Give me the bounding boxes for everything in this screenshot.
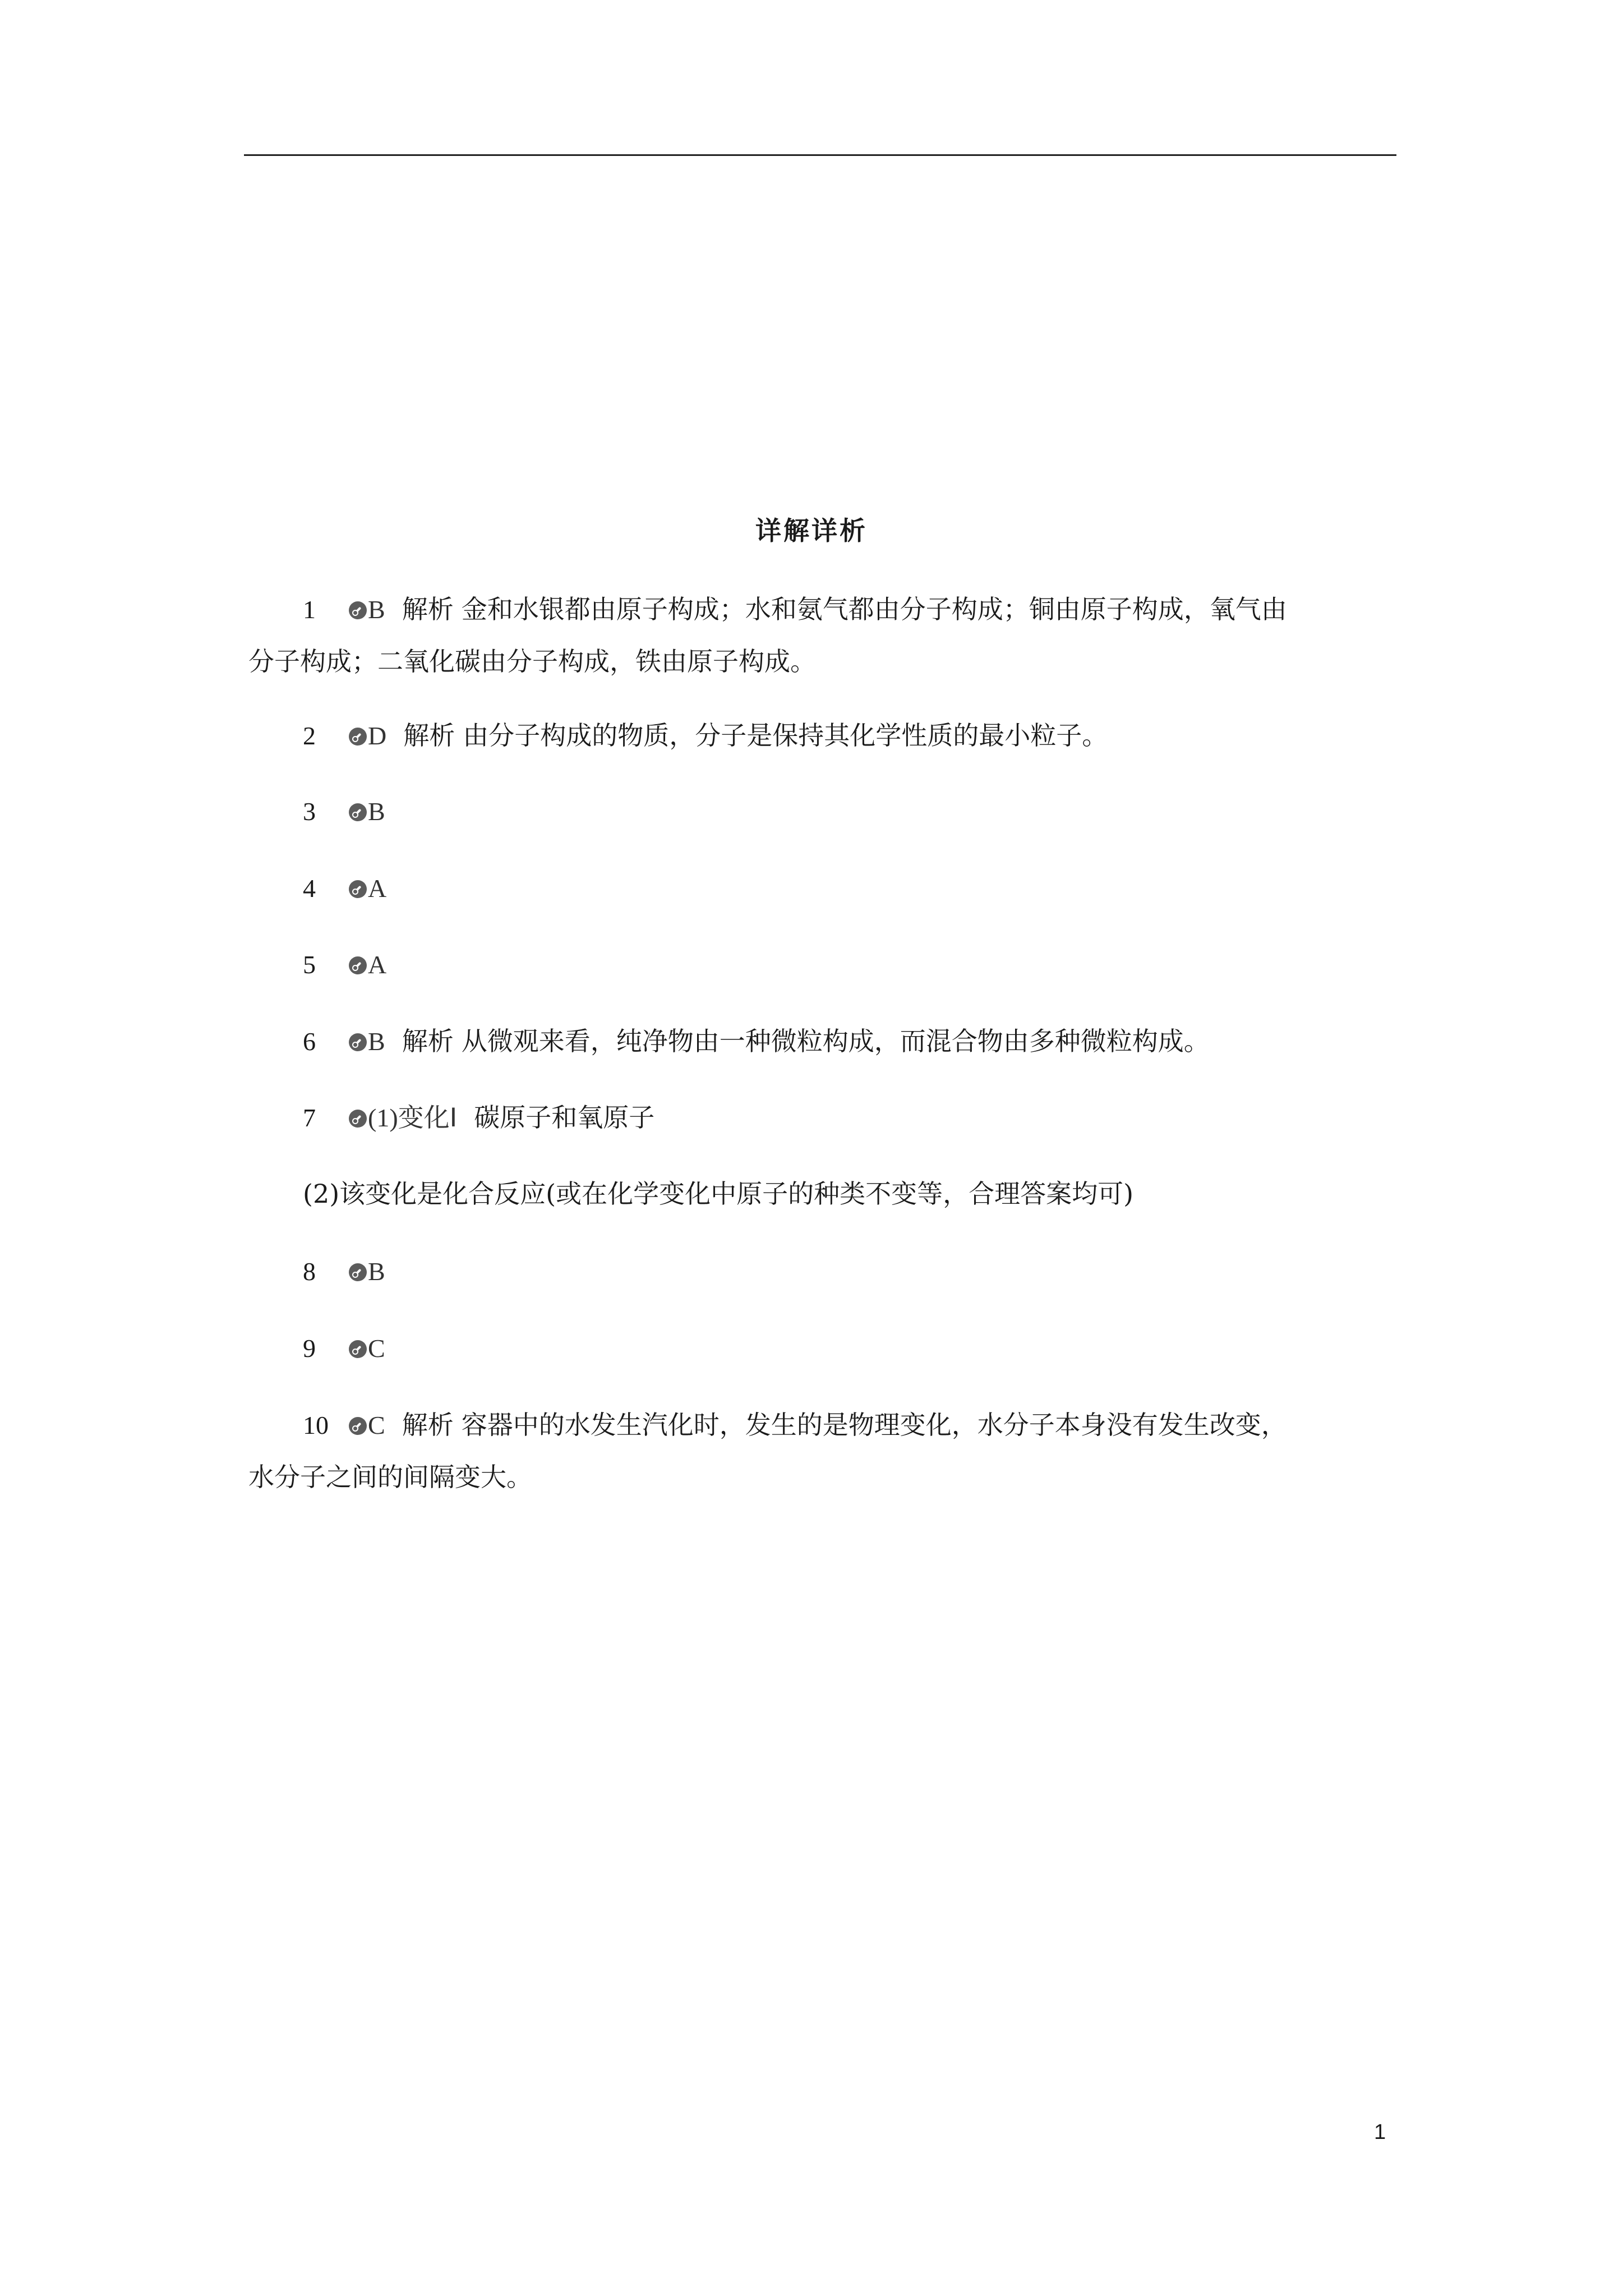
answer-item-5 [248,938,1399,991]
answer-choice: B [368,1257,385,1286]
key-icon [349,1110,367,1128]
answer-item-10 [248,1399,1399,1503]
item-number: 10 [303,1411,329,1439]
key-icon [349,1340,367,1358]
answer-choice: C [368,1411,385,1439]
analysis-text: 由分子构成的物质，分子是保持其化学性质的最小粒子。 [463,720,1108,751]
key-icon [349,728,367,746]
answer-choice: B [368,1027,385,1056]
answer-item-7-part-2: (2)该变化是化合反应(或在化学变化中原子的种类不变等，合理答案均可) [303,1179,1134,1209]
key-icon [349,1417,367,1435]
analysis-label: 解析 [402,1410,454,1440]
header-rule [244,154,1396,156]
analysis-text-continued: 分子构成；二氧化碳由分子构成，铁由原子构成。 [248,646,816,677]
item-number: 4 [303,874,316,903]
key-icon [349,880,367,898]
answer-choice: B [368,595,385,624]
item-number: 9 [303,1334,316,1363]
answer-choice: B [368,797,385,826]
key-icon [349,1263,367,1281]
analysis-text: 容器中的水发生汽化时，发生的是物理变化，水分子本身没有发生改变， [461,1410,1287,1440]
answer-item-8 [248,1245,1399,1297]
key-icon [349,956,367,974]
answer-item-3 [248,785,1399,838]
answer-text: 碳原子和氧原子 [474,1102,655,1133]
answer-item-9 [248,1322,1399,1374]
key-icon [349,601,367,619]
answer-item-7 [248,1092,1399,1144]
answer-choice: A [368,950,387,979]
answer-choice: (1)变化Ⅰ [368,1103,458,1132]
item-number: 1 [303,595,316,624]
page-number: 1 [1374,2120,1386,2144]
answer-choice: D [368,721,387,750]
answer-item-1 [248,583,1399,687]
item-number: 6 [303,1027,316,1056]
item-number: 7 [303,1103,316,1132]
item-number: 8 [303,1257,316,1286]
page-title: 详解详析 [755,516,868,546]
item-number: 2 [303,721,316,750]
analysis-text-continued: 水分子之间的间隔变大。 [248,1462,532,1492]
key-icon [349,1033,367,1051]
answer-item-2 [248,710,1399,762]
item-number: 3 [303,797,316,826]
answer-item-4 [248,862,1399,914]
answer-choice: C [368,1334,385,1363]
answer-choice: A [368,874,387,903]
answer-item-6 [248,1015,1399,1068]
analysis-label: 解析 [403,720,455,751]
analysis-text: 金和水银都由原子构成；水和氨气都由分子构成；铜由原子构成，氧气由 [461,594,1287,624]
analysis-label: 解析 [402,1026,454,1056]
analysis-label: 解析 [402,594,454,624]
item-number: 5 [303,950,316,979]
key-icon [349,803,367,821]
analysis-text: 从微观来看，纯净物由一种微粒构成，而混合物由多种微粒构成。 [461,1026,1210,1056]
